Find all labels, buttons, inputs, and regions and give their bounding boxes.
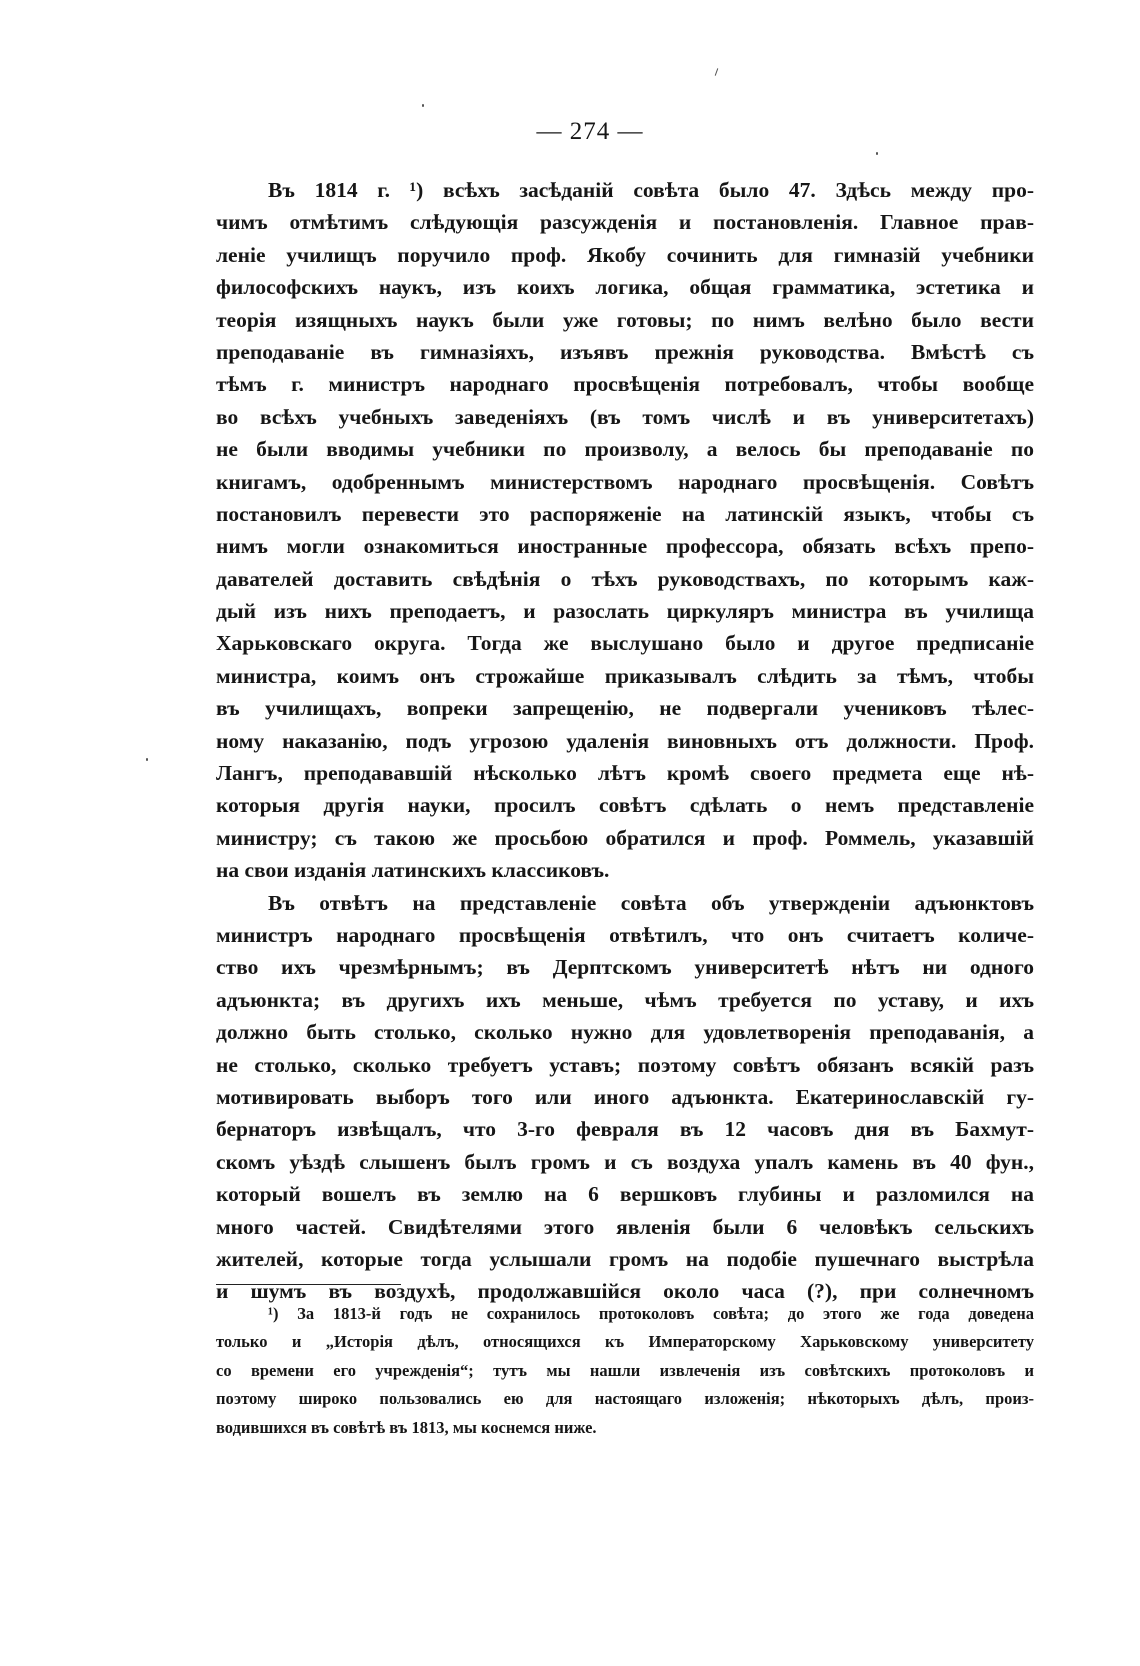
scan-speck bbox=[715, 68, 719, 76]
text-line: книгамъ, одобреннымъ министерствомъ народнаго просвѣщенія. Совѣтъ bbox=[216, 469, 1034, 494]
text-line: ному наказанію, подъ угрозою удаленія виновныхъ отъ должности. Проф. bbox=[216, 728, 1034, 753]
text-line: постановилъ перевести это распоряженіе на латинскій языкъ, чтобы съ bbox=[216, 501, 1034, 526]
footnote-divider bbox=[216, 1284, 401, 1285]
text-line: тѣмъ г. министръ народнаго просвѣщенія потребовалъ, чтобы вообще bbox=[216, 372, 1034, 397]
footnote-line: поэтому широко пользовались ею для настоящаго изложенія; нѣкоторыхъ дѣлъ, произ- bbox=[216, 1389, 1034, 1409]
text-line: министръ народнаго просвѣщенія отвѣтилъ, что онъ считаетъ количе- bbox=[216, 922, 1034, 947]
text-line: Харьковскаго округа. Тогда же выслушано было и другое предписаніе bbox=[216, 631, 1034, 656]
text-line: во всѣхъ учебныхъ заведеніяхъ (въ томъ числѣ и въ университетахъ) bbox=[216, 404, 1034, 429]
text-line: министра, коимъ онъ строжайше приказывалъ слѣдить за тѣмъ, чтобы bbox=[216, 663, 1034, 688]
text-line: чимъ отмѣтимъ слѣдующія разсужденія и постановленія. Главное прав- bbox=[216, 210, 1034, 235]
text-line: теорія изящныхъ наукъ были уже готовы; по нимъ велѣно было вести bbox=[216, 307, 1034, 332]
scan-speck bbox=[146, 758, 148, 761]
text-line: Въ 1814 г. ¹) всѣхъ засѣданій совѣта было 47. Здѣсь между про- bbox=[268, 178, 1034, 202]
footnote-line: только и „Исторія дѣлъ, относящихся къ Императорскому Харьковскому университету bbox=[216, 1332, 1034, 1352]
text-line: леніе училищъ поручило проф. Якобу сочинить для гимназій учебники bbox=[216, 242, 1034, 267]
text-line: должно быть столько, сколько нужно для удовлетворенія преподаванія, а bbox=[216, 1020, 1034, 1045]
text-line: не были вводимы учебники по произволу, а велось бы преподаваніе по bbox=[216, 437, 1034, 462]
text-line: Въ отвѣтъ на представленіе совѣта объ утвержденіи адъюнктовъ bbox=[268, 890, 1034, 915]
footnote bbox=[216, 1300, 1034, 1442]
text-line: жителей, которые тогда услышали громъ на подобіе пушечнаго выстрѣла bbox=[216, 1246, 1034, 1271]
scan-speck bbox=[422, 104, 424, 107]
scan-speck bbox=[876, 152, 878, 155]
text-line: на свои изданія латинскихъ классиковъ. bbox=[216, 858, 610, 883]
text-line: много частей. Свидѣтелями этого явленія были 6 человѣкъ сельскихъ bbox=[216, 1214, 1034, 1239]
text-line: дый изъ нихъ преподаетъ, и разослать циркуляръ министра въ училища bbox=[216, 599, 1034, 624]
text-line: не столько, сколько требуетъ уставъ; поэтому совѣтъ обязанъ всякій разъ bbox=[216, 1052, 1034, 1077]
text-line: Лангъ, преподававшій нѣсколько лѣтъ кромѣ своего предмета еще нѣ- bbox=[216, 761, 1034, 786]
body-text bbox=[216, 174, 1034, 1308]
text-line: нимъ могли ознакомиться иностранные профессора, обязать всѣхъ препо- bbox=[216, 534, 1034, 559]
text-line: давателей доставить свѣдѣнія о тѣхъ руководствахъ, по которымъ каж- bbox=[216, 566, 1034, 591]
text-line: въ училищахъ, вопреки запрещенію, не подвергали учениковъ тѣлес- bbox=[216, 696, 1034, 721]
text-line: адъюнкта; въ другихъ ихъ меньше, чѣмъ требуется по уставу, и ихъ bbox=[216, 987, 1034, 1012]
text-line: и шумъ въ воздухѣ, продолжавшійся около часа (?), при солнечномъ bbox=[216, 1279, 1034, 1304]
text-line: скомъ уѣздѣ слышенъ былъ громъ и съ воздуха упалъ камень въ 40 фун., bbox=[216, 1149, 1034, 1174]
text-line: преподаваніе въ гимназіяхъ, изъявъ прежнія руководства. Вмѣстѣ съ bbox=[216, 339, 1034, 364]
page-number: — 274 — bbox=[536, 118, 644, 145]
text-line: мотивировать выборъ того или иного адъюнкта. Екатеринославскій гу- bbox=[216, 1084, 1034, 1109]
text-line: философскихъ наукъ, изъ коихъ логика, общая грамматика, эстетика и bbox=[216, 275, 1034, 300]
text-line: который вошелъ въ землю на 6 вершковъ глубины и разломился на bbox=[216, 1182, 1034, 1207]
text-line: которыя другія науки, просилъ совѣтъ сдѣлать о немъ представленіе bbox=[216, 793, 1034, 818]
text-line: ство ихъ чрезмѣрнымъ; въ Дерптскомъ университетѣ нѣтъ ни одного bbox=[216, 955, 1034, 980]
footnote-line: ¹) За 1813-й годъ не сохранилось протоколовъ совѣта; до этого же года доведена bbox=[268, 1304, 1034, 1323]
text-line: министру; съ такою же просьбою обратился и проф. Роммель, указавшій bbox=[216, 825, 1034, 850]
footnote-line: водившихся въ совѣтѣ въ 1813, мы коснемся ниже. bbox=[216, 1417, 597, 1437]
text-line: бернаторъ извѣщалъ, что 3-го февраля въ 12 часовъ дня въ Бахмут- bbox=[216, 1117, 1034, 1142]
footnote-line: со времени его учрежденія“; тутъ мы нашли извлеченія изъ совѣтскихъ протоколовъ и bbox=[216, 1360, 1034, 1380]
